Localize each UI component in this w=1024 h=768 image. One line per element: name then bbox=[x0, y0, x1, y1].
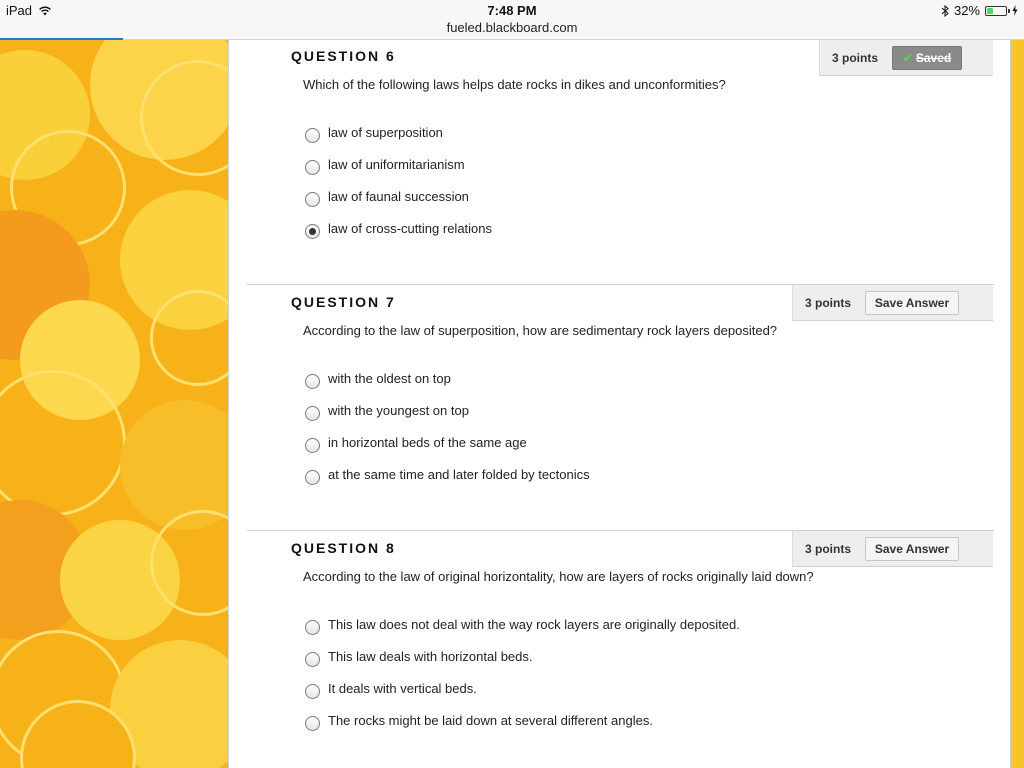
battery-level bbox=[987, 8, 993, 14]
points-box bbox=[819, 40, 993, 76]
battery-icon bbox=[985, 6, 1007, 16]
answer-option[interactable] bbox=[305, 122, 443, 143]
answer-label[interactable]: with the oldest on top bbox=[328, 371, 451, 386]
radio-button[interactable] bbox=[305, 620, 320, 635]
question-7 bbox=[229, 284, 1012, 530]
answer-option[interactable] bbox=[305, 678, 477, 699]
answer-label[interactable]: law of superposition bbox=[328, 125, 443, 140]
question-header: QUESTION 8 bbox=[291, 540, 396, 556]
battery-percent: 32% bbox=[953, 3, 980, 18]
clock: 7:48 PM bbox=[487, 3, 537, 18]
answer-label[interactable]: with the youngest on top bbox=[328, 403, 469, 418]
status-bar-right bbox=[941, 3, 1018, 18]
question-text: Which of the following laws helps date rocks in dikes and unconformities? bbox=[303, 77, 726, 92]
answer-label[interactable]: in horizontal beds of the same age bbox=[328, 435, 527, 450]
check-icon: ✔ bbox=[902, 51, 913, 65]
answer-label[interactable]: at the same time and later folded by tectonics bbox=[328, 467, 590, 482]
question-text: According to the law of superposition, how are sedimentary rock layers deposited? bbox=[303, 323, 778, 338]
decorative-right-strip bbox=[1011, 40, 1024, 768]
question-text: According to the law of original horizontality, how are layers of rocks originally laid down? bbox=[303, 569, 814, 584]
device-label: iPad bbox=[6, 3, 33, 18]
answer-option[interactable] bbox=[305, 218, 492, 239]
radio-button[interactable] bbox=[305, 128, 320, 143]
save-answer-button[interactable]: Save Answer bbox=[865, 537, 959, 561]
points-label: 3 points bbox=[832, 51, 879, 65]
answer-option[interactable] bbox=[305, 368, 451, 389]
bluetooth-icon bbox=[941, 5, 949, 17]
question-header: QUESTION 6 bbox=[291, 48, 396, 64]
url-bar[interactable]: fueled.blackboard.com bbox=[446, 20, 578, 35]
saved-button-label: Saved bbox=[915, 51, 952, 65]
points-label: 3 points bbox=[805, 296, 852, 310]
question-6 bbox=[229, 40, 1012, 284]
radio-button[interactable] bbox=[305, 374, 320, 389]
answer-option[interactable] bbox=[305, 464, 590, 485]
radio-button[interactable] bbox=[305, 470, 320, 485]
answer-label[interactable]: law of cross-cutting relations bbox=[328, 221, 493, 236]
question-8 bbox=[229, 530, 1012, 768]
saved-button[interactable] bbox=[892, 46, 962, 70]
radio-button[interactable] bbox=[305, 192, 320, 207]
points-box bbox=[792, 531, 993, 567]
answer-option[interactable] bbox=[305, 400, 469, 421]
points-box bbox=[792, 285, 993, 321]
answer-label[interactable]: law of uniformitarianism bbox=[328, 157, 465, 172]
assessment-content bbox=[228, 40, 1011, 768]
answer-option[interactable] bbox=[305, 432, 527, 453]
points-label: 3 points bbox=[805, 542, 852, 556]
answer-option[interactable] bbox=[305, 154, 465, 175]
radio-button[interactable] bbox=[305, 224, 320, 239]
answer-option[interactable] bbox=[305, 614, 740, 635]
answer-option[interactable] bbox=[305, 710, 653, 731]
question-header: QUESTION 7 bbox=[291, 294, 396, 310]
radio-button[interactable] bbox=[305, 438, 320, 453]
answer-label[interactable]: This law does not deal with the way rock layers are originally deposited. bbox=[328, 617, 740, 632]
radio-button[interactable] bbox=[305, 684, 320, 699]
charging-icon bbox=[1012, 5, 1018, 16]
answer-label[interactable]: law of faunal succession bbox=[328, 189, 469, 204]
decorative-background bbox=[0, 40, 228, 768]
radio-button[interactable] bbox=[305, 160, 320, 175]
answer-option[interactable] bbox=[305, 646, 533, 667]
answer-label[interactable]: It deals with vertical beds. bbox=[328, 681, 477, 696]
answer-label[interactable]: The rocks might be laid down at several different angles. bbox=[328, 713, 653, 728]
status-bar bbox=[0, 0, 1024, 40]
radio-button[interactable] bbox=[305, 406, 320, 421]
radio-button[interactable] bbox=[305, 652, 320, 667]
answer-option[interactable] bbox=[305, 186, 469, 207]
answer-label[interactable]: This law deals with horizontal beds. bbox=[328, 649, 533, 664]
radio-button[interactable] bbox=[305, 716, 320, 731]
save-answer-button[interactable]: Save Answer bbox=[865, 291, 959, 315]
